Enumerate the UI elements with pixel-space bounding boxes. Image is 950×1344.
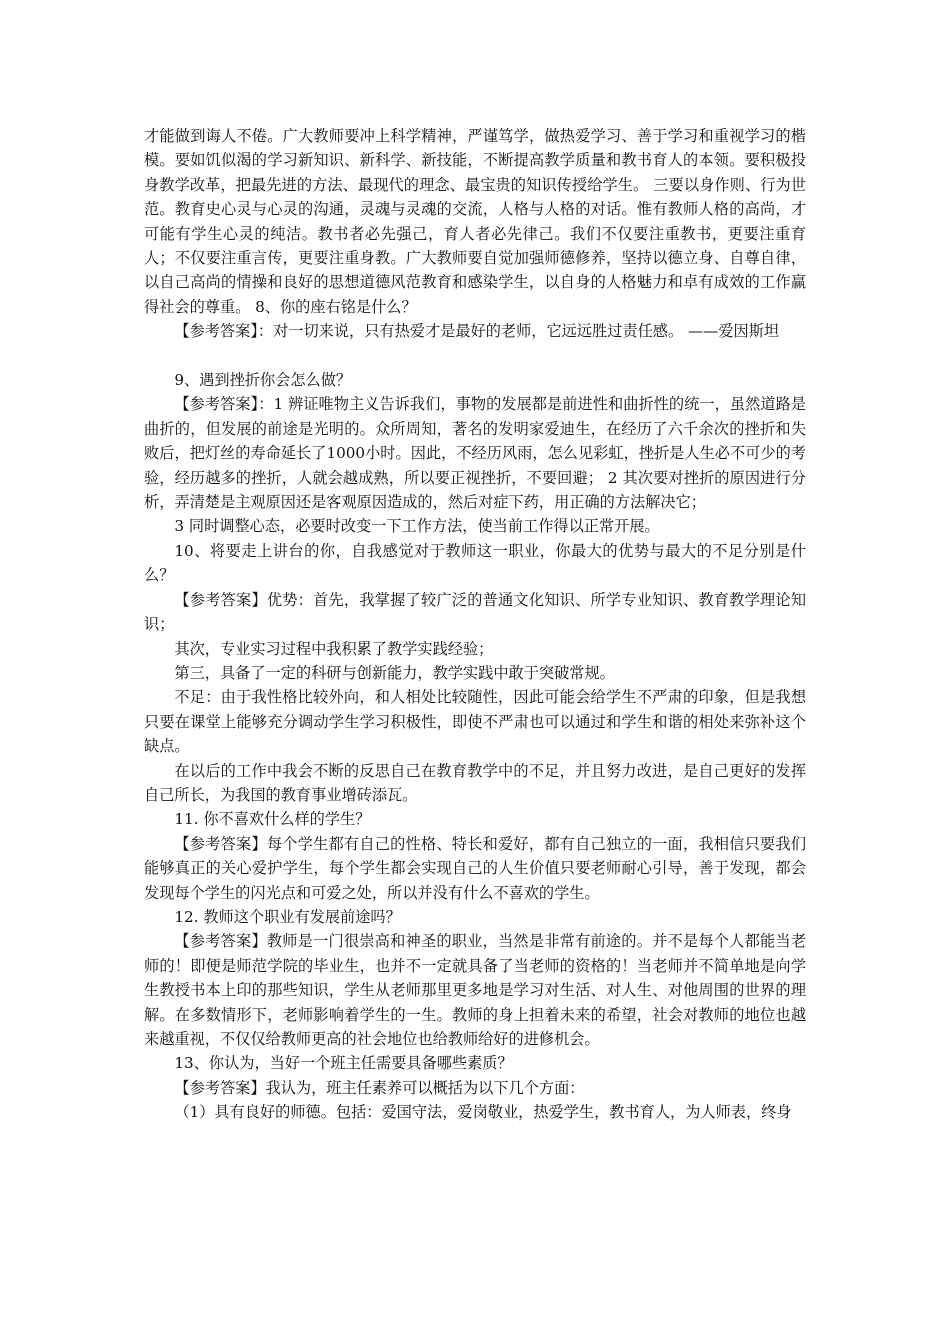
question-9: 9、遇到挫折你会怎么做？	[174, 371, 352, 390]
answer-11: 【参考答案】每个学生都有自己的性格、特长和爱好，都有自己独立的一面，我相信只要我们能够真正的关心爱护学生，每个学生都会实现自己的人生价值只要老师耐心引导，善于发现，都会发现每个学生的闪光点和可爱之处，所以并没有什么不喜欢的学生。	[144, 834, 806, 902]
answer-13: 【参考答案】我认为，班主任素养可以概括为以下几个方面：	[174, 1078, 585, 1097]
question-11: 11. 你不喜欢什么样的学生？	[174, 810, 371, 829]
question-13: 13、你认为，当好一个班主任需要具备哪些素质？	[174, 1054, 513, 1073]
paragraph-motto-intro: 才能做到诲人不倦。广大教师要冲上科学精神，严谨笃学，做热爱学习、善于学习和重视学习的楷模。要如饥似渴的学习新知识、新科学、新技能，不断提高教学质量和教书育人的本领。要积极投身教学改革，把最先进的方法、最现代的理念、最宝贵的知识传授给学生。 三要以身作则、行为世范。教育史心灵与心灵的沟通，灵魂与灵魂的交流，人格与人格的对话。惟有教师人格的高尚，才可能有学生心灵的纯洁。教书者必先强己，育人者必先律己。我们不仅要注重教书，更要注重育人；不仅要注重言传，更要注重身教。广大教师要自觉加强师德修养，坚持以德立身、自尊自律，以自己高尚的情操和良好的思想道德风范教育和感染学生，以自身的人格魅力和卓有成效的工作赢得社会的尊重。 8、你的座右铭是什么？	[144, 127, 806, 316]
answer-10-second: 其次，专业实习过程中我积累了教学实践经验；	[174, 639, 494, 658]
document-body	[144, 124, 806, 1125]
answer-13-point-1: （1）具有良好的师德。包括：爱国守法，爱岗敬业，热爱学生，教书育人，为人师表，终身	[174, 1103, 792, 1122]
answer-10-third: 第三，具备了一定的科研与创新能力，教学实践中敢于突破常规。	[174, 663, 615, 682]
answer-10-weakness: 不足：由于我性格比较外向，和人相处比较随性，因此可能会给学生不严肃的印象，但是我想只要在课堂上能够充分调动学生学习积极性，即使不严肃也可以通过和学生和谐的相处来弥补这个缺点。	[144, 688, 806, 756]
question-12: 12. 教师这个职业有发展前途吗？	[174, 907, 401, 926]
blank-line	[144, 344, 806, 368]
question-10: 10、将要走上讲台的你，自我感觉对于教师这一职业，你最大的优势与最大的不足分别是什么？	[144, 541, 806, 585]
answer-10-conclusion: 在以后的工作中我会不断的反思自己在教育教学中的不足，并且努力改进，是自己更好的发挥自己所长，为我国的教育事业增砖添瓦。	[144, 761, 806, 804]
answer-9-point-3: 3 同时调整心态，必要时改变一下工作方法，使当前工作得以正常开展。	[174, 517, 660, 536]
answer-12: 【参考答案】教师是一门很崇高和神圣的职业，当然是非常有前途的。并不是每个人都能当老师的！即便是师范学院的毕业生，也并不一定就具备了当老师的资格的！当老师并不简单地是向学生教授书本上印的那些知识，学生从老师那里更多地是学习对生活、对人生、对他周围的世界的理解。在多数情形下，老师影响着学生的一生。教师的身上担着未来的希望，社会对教师的地位也越来越重视，不仅仅给教师更高的社会地位也给教师给好的进修机会。	[144, 932, 806, 1049]
answer-9: 【参考答案】：1 辨证唯物主义告诉我们，事物的发展都是前进性和曲折性的统一，虽然道路是曲折的，但发展的前途是光明的。众所周知，著名的发明家爱迪生，在经历了六千余次的挫折和失败后，把灯丝的寿命延长了1000小时。因此，不经历风雨，怎么见彩虹，挫折是人生必不可少的考验，经历越多的挫折，人就会越成熟，所以要正视挫折，不要回避； 2 其次要对挫折的原因进行分析，弄清楚是主观原因还是客观原因造成的，然后对症下药，用正确的方法解决它；	[144, 395, 806, 512]
answer-motto: 【参考答案】：对一切来说，只有热爱才是最好的老师，它远远胜过责任感。 ——爱因斯坦	[174, 322, 780, 341]
answer-10-strengths: 【参考答案】优势：首先，我掌握了较广泛的普通文化知识、所学专业知识、教育教学理论知识；	[144, 590, 806, 634]
